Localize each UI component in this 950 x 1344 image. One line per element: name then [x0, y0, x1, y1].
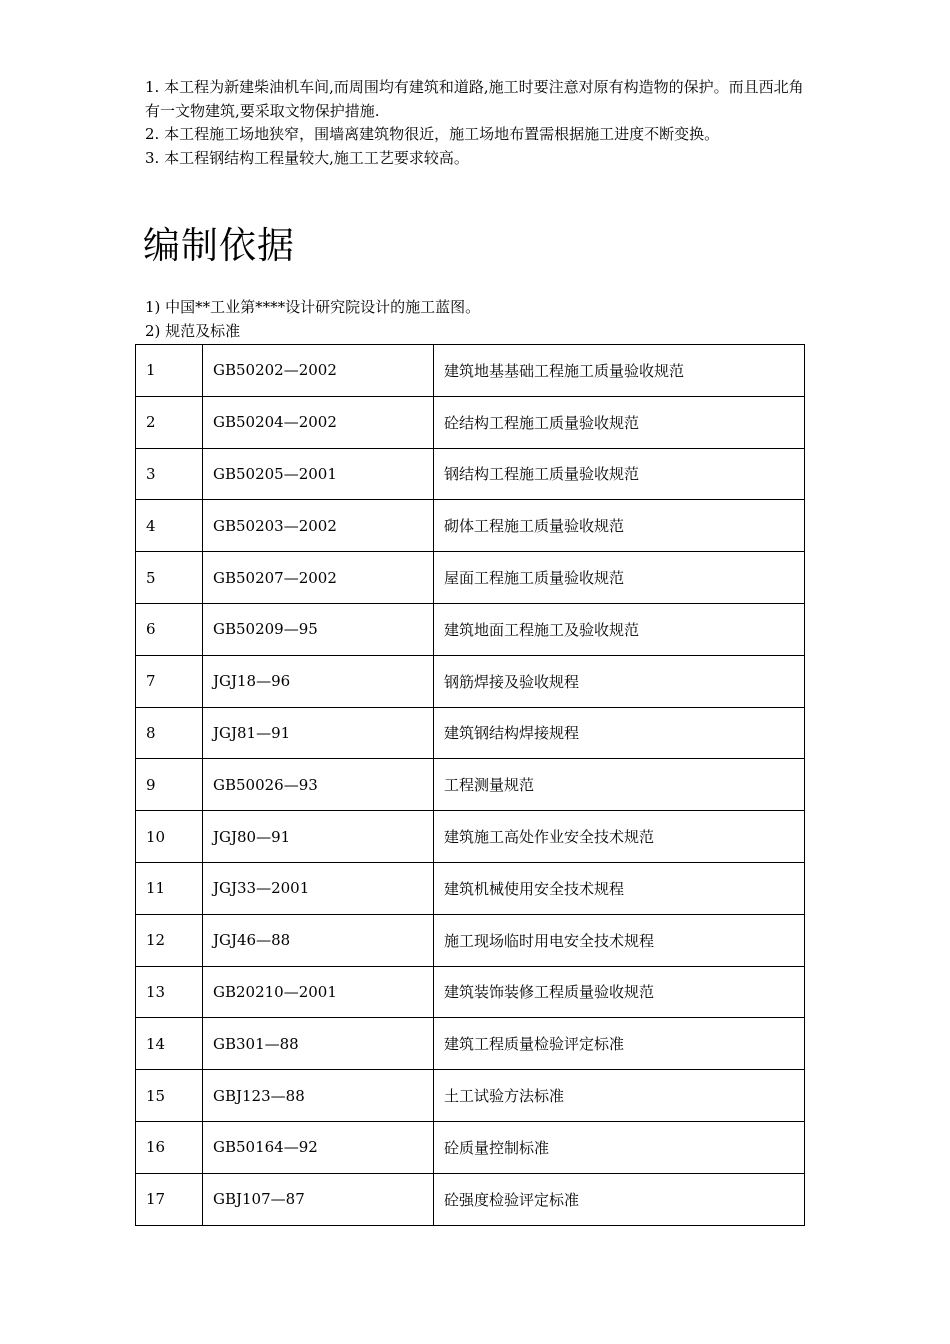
standard-code: JGJ81—91: [203, 707, 434, 759]
standard-number: 13: [136, 966, 203, 1018]
standard-number: 12: [136, 914, 203, 966]
standard-name: 屋面工程施工质量验收规范: [434, 552, 805, 604]
table-row: [136, 1121, 805, 1173]
basis-list: [145, 295, 805, 343]
standard-code: JGJ46—88: [203, 914, 434, 966]
standard-name: 建筑钢结构焊接规程: [434, 707, 805, 759]
standard-name: 钢结构工程施工质量验收规范: [434, 448, 805, 500]
basis-item: 2) 规范及标准: [145, 322, 241, 340]
standard-number: 1: [136, 345, 203, 397]
standard-code: GB50205—2001: [203, 448, 434, 500]
standard-number: 15: [136, 1070, 203, 1122]
standard-name: 建筑装饰装修工程质量验收规范: [434, 966, 805, 1018]
standard-code: GB50164—92: [203, 1121, 434, 1173]
table-row: [136, 966, 805, 1018]
standard-code: JGJ18—96: [203, 655, 434, 707]
standard-name: 建筑工程质量检验评定标准: [434, 1018, 805, 1070]
table-row: [136, 811, 805, 863]
standard-code: GB50204—2002: [203, 396, 434, 448]
standard-number: 16: [136, 1121, 203, 1173]
standard-name: 建筑地面工程施工及验收规范: [434, 603, 805, 655]
standard-name: 砼强度检验评定标准: [434, 1173, 805, 1225]
standards-table-body: [136, 345, 805, 1226]
standard-code: GB50209—95: [203, 603, 434, 655]
project-notes: [145, 76, 815, 170]
table-row: [136, 552, 805, 604]
table-row: [136, 914, 805, 966]
standard-name: 砼质量控制标准: [434, 1121, 805, 1173]
standard-name: 建筑机械使用安全技术规程: [434, 862, 805, 914]
standard-code: GB50207—2002: [203, 552, 434, 604]
standard-code: GB50203—2002: [203, 500, 434, 552]
standard-name: 土工试验方法标准: [434, 1070, 805, 1122]
standard-number: 4: [136, 500, 203, 552]
standard-number: 9: [136, 759, 203, 811]
standard-name: 砌体工程施工质量验收规范: [434, 500, 805, 552]
standard-number: 10: [136, 811, 203, 863]
standard-number: 14: [136, 1018, 203, 1070]
table-row: [136, 396, 805, 448]
standard-name: 工程测量规范: [434, 759, 805, 811]
standard-code: JGJ33—2001: [203, 862, 434, 914]
standard-number: 6: [136, 603, 203, 655]
standard-number: 17: [136, 1173, 203, 1225]
standard-number: 7: [136, 655, 203, 707]
table-row: [136, 345, 805, 397]
standard-code: GBJ123—88: [203, 1070, 434, 1122]
standard-code: GB50026—93: [203, 759, 434, 811]
table-row: [136, 1173, 805, 1225]
standard-number: 3: [136, 448, 203, 500]
standard-number: 11: [136, 862, 203, 914]
section-title: 编制依据: [143, 224, 295, 267]
note-item: 1. 本工程为新建柴油机车间,而周围均有建筑和道路,施工时要注意对原有构造物的保护。而且西北角有一文物建筑,要采取文物保护措施.: [145, 78, 804, 120]
standard-name: 钢筋焊接及验收规程: [434, 655, 805, 707]
standard-code: JGJ80—91: [203, 811, 434, 863]
table-row: [136, 862, 805, 914]
standard-code: GB20210—2001: [203, 966, 434, 1018]
table-row: [136, 500, 805, 552]
standard-name: 施工现场临时用电安全技术规程: [434, 914, 805, 966]
table-row: [136, 448, 805, 500]
standard-name: 建筑地基基础工程施工质量验收规范: [434, 345, 805, 397]
table-row: [136, 1018, 805, 1070]
table-row: [136, 1070, 805, 1122]
standard-number: 5: [136, 552, 203, 604]
note-item: 2. 本工程施工场地狭窄，围墙离建筑物很近，施工场地布置需根据施工进度不断变换。: [145, 125, 720, 143]
standard-name: 建筑施工高处作业安全技术规范: [434, 811, 805, 863]
standard-code: GBJ107—87: [203, 1173, 434, 1225]
standard-name: 砼结构工程施工质量验收规范: [434, 396, 805, 448]
standard-number: 2: [136, 396, 203, 448]
standard-number: 8: [136, 707, 203, 759]
table-row: [136, 655, 805, 707]
table-row: [136, 603, 805, 655]
basis-item: 1) 中国**工业第****设计研究院设计的施工蓝图。: [145, 298, 481, 316]
standard-code: GB50202—2002: [203, 345, 434, 397]
table-row: [136, 759, 805, 811]
standard-code: GB301—88: [203, 1018, 434, 1070]
standards-table: [135, 344, 805, 1226]
table-row: [136, 707, 805, 759]
note-item: 3. 本工程钢结构工程量较大,施工工艺要求较高。: [145, 148, 469, 167]
